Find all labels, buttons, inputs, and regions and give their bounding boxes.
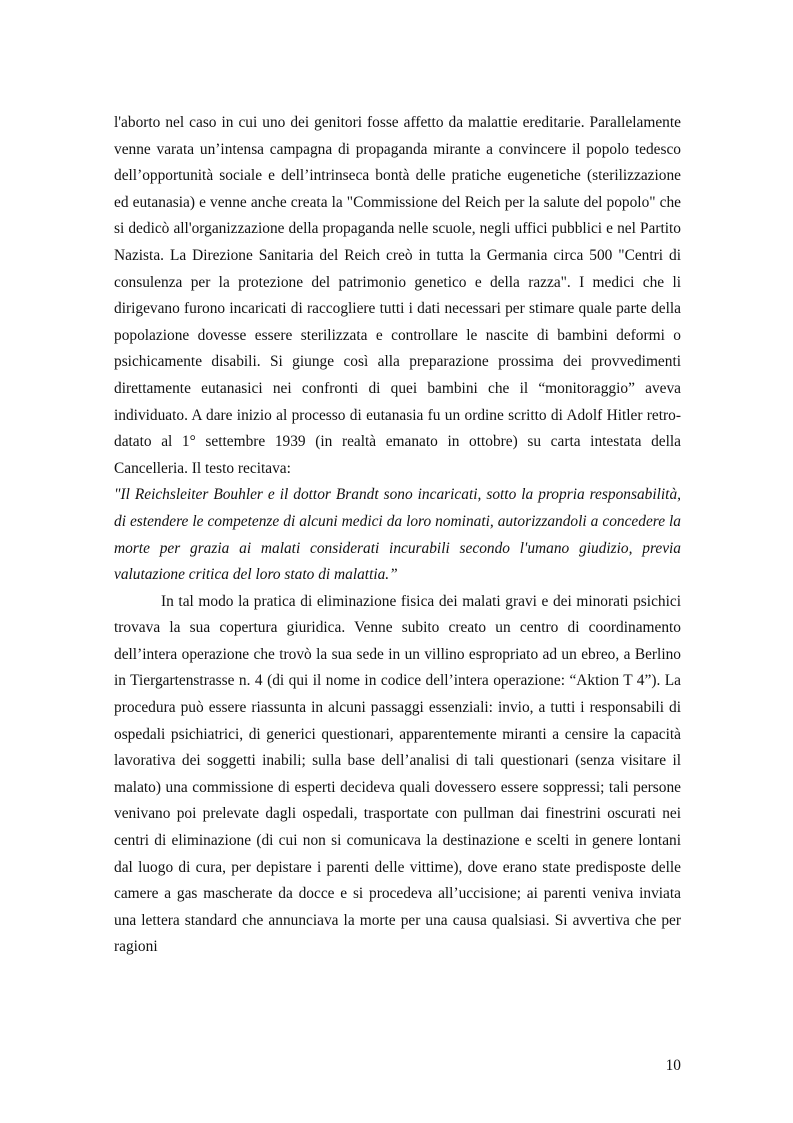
body-text (114, 110, 681, 961)
hitler-order-quote: "Il Reichsleiter Bouhler e il dottor Brandt sono incaricati, sotto la propria responsabilità, di estendere le competenze di alcuni medici da loro nominati, autorizzandoli a concedere la morte per grazia ai malati considerati incurabili secondo l'umano giudizio, previa valutazione critica del loro stato di malattia.” (114, 486, 681, 584)
page-number: 10 (665, 1057, 681, 1074)
paragraph-propaganda: l'aborto nel caso in cui uno dei genitori fosse affetto da malattie ereditarie. Parallelamente venne varata un’intensa campagna di propaganda mirante a convincere il popolo tedesco dell’opportunità sociale e dell’intrinseca bontà delle pratiche eugenetiche (sterilizzazione ed eutanasia) e venne anche creata la "Commissione del Reich per la salute del popolo" che si dedicò all'organizzazione della propaganda nelle scuole, negli uffici pubblici e nel Partito Nazista. La Direzione Sanitaria del Reich creò in tutta la Germania circa 500 "Centri di consulenza per la protezione del patrimonio genetico e della razza". I medici che li dirigevano furono incaricati di raccogliere tutti i dati necessari per stimare quale parte della popolazione dovesse essere sterilizzata e controllare le nascite di bambini deformi o psichicamente disabili. Si giunge così alla preparazione prossima dei provvedimenti direttamente eutanasici nei confronti di quei bambini che il “monitoraggio” aveva individuato. A dare inizio al processo di eutanasia fu un ordine scritto di Adolf Hitler retro-datato al 1° settembre 1939 (in realtà emanato in ottobre) su carta intestata della Cancelleria. Il testo recitava: (114, 114, 681, 477)
paragraph-aktion-t4: In tal modo la pratica di eliminazione fisica dei malati gravi e dei minorati psichici trovava la sua copertura giuridica. Venne subito creato un centro di coordinamento dell’intera operazione che trovò la sua sede in un villino espropriato ad un ebreo, a Berlino in Tiergartenstrasse n. 4 (di qui il nome in codice dell’intera operazione: “Aktion T 4”). La procedura può essere riassunta in alcuni passaggi essenziali: invio, a tutti i responsabili di ospedali psichiatrici, di generici questionari, apparentemente miranti a censire la capacità lavorativa dei soggetti inabili; sulla base dell’analisi di tali questionari (senza visitare il malato) una commissione di esperti decideva quali dovessero essere soppressi; tali persone venivano poi prelevate dagli ospedali, trasportate con pullman dai finestrini oscurati nei centri di eliminazione (di cui non si comunicava la destinazione e scelti in genere lontani dal luogo di cura, per depistare i parenti delle vittime), dove erano state predisposte delle camere a gas mascherate da docce e si procedeva all’uccisione; ai parenti veniva inviata una lettera standard che annunciava la morte per una causa qualsiasi. Si avvertiva che per ragioni (114, 592, 681, 956)
